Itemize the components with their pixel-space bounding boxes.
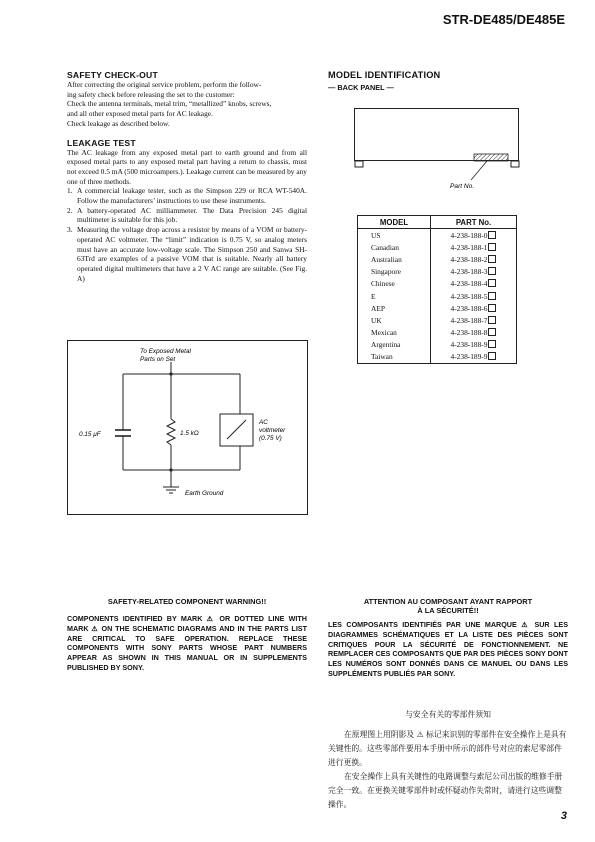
leader-line [471,161,487,180]
page-number: 3 [560,810,567,822]
safety-warning-french [328,597,568,679]
right-column [328,70,568,92]
part-cell [431,302,517,314]
table-row [358,241,517,253]
model-cell: AEP [358,302,431,314]
voltmeter-label: (0.75 V) [259,435,282,442]
list-number: 3. [67,225,73,235]
safety-line: ing safety check before releasing the set to the customer: [67,89,235,99]
voltmeter-label: AC [259,419,268,426]
table-row [358,339,517,351]
leakage-list [67,186,307,283]
warning-body-en: COMPONENTS IDENTIFIED BY MARK ⚠ OR DOTTED LINE WITH MARK ⚠ ON THE SCHEMATIC DIAGRAMS AND IN THE PARTS LIST ARE CRITICAL TO SAFE OPERATION. REPLACE THESE COMPONENTS WITH SONY PARTS WHOSE PART NUMBERS APPEAR AS SHOWN IN THIS MANUAL OR IN SUPPLEMENTS PUBLISHED BY SONY. [67,614,307,672]
resistor-label: 1.5 kΩ [180,430,199,437]
warning-heading-fr [328,597,568,615]
leakage-intro: The AC leakage from any exposed metal part to earth ground and from all exposed metal parts to any exposed metal part having a return to chassis, must not exceed 0.5 mA (500 microampers.). Leakage current can be measured by any one of three methods. [67,147,307,186]
safety-checkout-heading: SAFETY CHECK-OUT [67,70,158,80]
model-cell: Australian [358,253,431,265]
column-header-model: MODEL [358,216,431,229]
safety-line: After correcting the original service problem, perform the follow- [67,80,262,89]
list-number: 1. [67,186,73,196]
part-cell [431,314,517,326]
part-number-label [474,154,508,161]
part-cell [431,327,517,339]
checkbox-square-icon [488,340,496,348]
checkbox-square-icon [488,352,496,360]
column-header-part: PART No. [431,216,517,229]
warning-heading-en: SAFETY-RELATED COMPONENT WARNING!! [107,597,267,606]
capacitor-label: 0.15 μF [79,431,101,438]
table-row [358,266,517,278]
part-number: 4-238-188-5 [450,291,488,301]
voltmeter-needle [227,420,246,439]
ground-label: Earth Ground [185,490,224,497]
list-text: A commercial leakage tester, such as the Simpson 229 or RCA WT-540A. Follow the manufacturers’ instructions to use these instruments. [77,186,307,206]
part-cell [431,278,517,290]
checkbox-square-icon [488,292,496,300]
voltmeter-label: voltmeter [259,427,286,434]
model-cell: Taiwan [358,351,431,364]
safety-line: and all other exposed metal parts for AC leakage. [67,109,213,119]
part-no-callout: Part No. [450,183,475,190]
checkbox-square-icon [488,316,496,324]
table-row [358,253,517,265]
model-cell: Canadian [358,241,431,253]
table-row [358,278,517,290]
safety-checkout-text [67,80,307,129]
table-row [358,302,517,314]
safety-line: Check leakage as described below. [67,118,170,128]
part-number: 4-238-188-9 [450,340,488,350]
resistor-symbol [167,419,175,445]
model-cell: Mexican [358,327,431,339]
list-item [67,186,307,205]
checkbox-square-icon [488,304,496,312]
warning-body-cn: 在原理图上用阴影及 ⚠ 标记来识别的零部件在安全操作上是具有关键性的。这些零部件要用本手册中所示的部件号对应的索尼零部件进行更换。 [328,730,567,767]
panel-foot [511,161,519,167]
table-row [358,290,517,302]
safety-warning-english [67,597,307,673]
warning-body-fr: LES COMPOSANTS IDENTIFIÉS PAR UNE MARQUE ⚠ SUR LES DIAGRAMMES SCHÉMATIQUES ET LA LISTE DES PIÈCES SONT CRITIQUES POUR LA SÉCURITÉ DE FONCTIONNEMENT. NE REMPLACER CES COMPOSANTS QUE PAR DES PIÈCES SONY DONT LES NUMÉROS SONT DONNÉS DANS CE MANUEL OU DANS LES SUPPLÉMENTS PUBLIÉS PAR SONY. [328,620,568,678]
warning-heading-fr-line: ATTENTION AU COMPOSANT AYANT RAPPORT [363,597,533,606]
part-number: 4-238-188-0 [450,230,488,240]
back-panel-body [355,109,519,161]
checkbox-square-icon [488,328,496,336]
part-cell [431,339,517,351]
safety-warning-chinese [328,708,568,812]
part-number: 4-238-188-3 [450,267,488,277]
model-part-table [357,215,517,364]
part-cell [431,351,517,364]
back-panel-subtitle: — BACK PANEL — [328,83,394,92]
figure-top-label: To Exposed Metal [140,348,191,355]
list-text: Measuring the voltage drop across a resistor by means of a VOM or battery-operated AC voltmeter. The “limit” indication is 0.75 V, so analog meters must have an accurate low-voltage scale. The Simpson 250 and Sanwa SH-63Trd are examples of a passive VOM that is suitable. Nearly all battery operated digital multimeters that have a 2 V AC range are suitable. (See Fig. A) [77,225,307,283]
table-row [358,351,517,364]
list-number: 2. [67,205,73,215]
part-number: 4-238-188-7 [450,315,488,325]
part-number: 4-238-188-6 [450,303,488,313]
checkbox-square-icon [488,231,496,239]
part-number: 4-238-188-2 [450,254,488,264]
part-number: 4-238-189-9 [450,352,488,362]
figure-top-label: Parts on Set [140,356,176,363]
table-header-row [358,216,517,229]
panel-foot [355,161,363,167]
warning-heading-cn: 与安全有关的零部件须知 [405,710,491,719]
list-text: A battery-operated AC milliammeter. The Data Precision 245 digital multimeter is suitable for this job. [77,205,307,225]
list-item [67,206,307,225]
part-cell [431,241,517,253]
part-cell [431,290,517,302]
part-cell [431,229,517,242]
model-identification-heading: MODEL IDENTIFICATION [328,70,441,80]
part-number: 4-238-188-4 [450,279,488,289]
model-cell: Singapore [358,266,431,278]
model-cell: Argentina [358,339,431,351]
warning-heading-fr-line: À LA SÉCURITÉ!! [417,606,479,615]
part-cell [431,266,517,278]
part-number: 4-238-188-1 [450,242,488,252]
back-panel-illustration [354,108,520,194]
model-cell: E [358,290,431,302]
model-cell: UK [358,314,431,326]
table-row [358,327,517,339]
leakage-test-heading: LEAKAGE TEST [67,137,136,148]
safety-line: Check the antenna terminals, metal trim, “metallized” knobs, screws, [67,99,272,109]
model-cell: US [358,229,431,242]
model-header: STR-DE485/DE485E [442,12,565,27]
checkbox-square-icon [488,243,496,251]
checkbox-square-icon [488,267,496,275]
leakage-test-figure [67,340,308,515]
checkbox-square-icon [488,255,496,263]
table-row [358,314,517,326]
table-row [358,229,517,242]
warning-body-cn: 在安全操作上具有关键性的电路调整与索尼公司出版的维修手册完全一致。在更换关键零部件时或怀疑动作失常时，请进行这些调整操作。 [328,772,563,809]
checkbox-square-icon [488,279,496,287]
model-cell: Chinese [358,278,431,290]
left-column [67,70,307,283]
list-item [67,225,307,283]
part-number: 4-238-188-8 [450,328,488,338]
part-cell [431,253,517,265]
